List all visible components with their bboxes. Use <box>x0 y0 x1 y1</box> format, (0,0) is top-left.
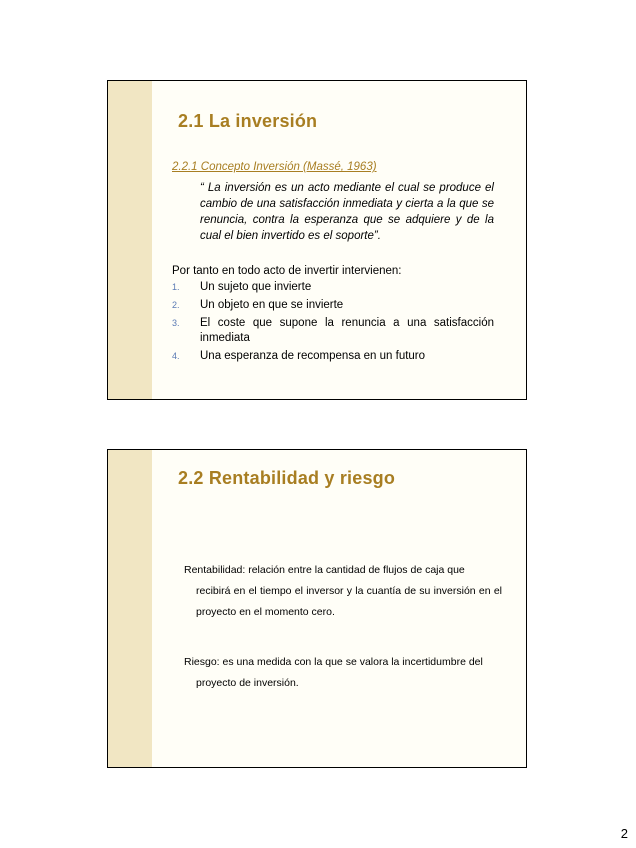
paragraph-continuation: proyecto de inversión. <box>196 677 299 689</box>
list-item-text: Un sujeto que invierte <box>200 281 312 293</box>
definition-quote: “ La inversión es un acto mediante el cual se produce el cambio de una satisfacción inmediata y cierta a la que se renuncia, contra la esperanza que se adquiere y de la cual el bien invertido es el soporte”. <box>200 182 494 242</box>
list-item-number: 4. <box>172 351 180 361</box>
list-item <box>172 298 494 313</box>
paragraph-first-line: Riesgo: es una medida con la que se valora la incertidumbre del <box>184 656 483 668</box>
list-item-text: Una esperanza de recompensa en un futuro <box>200 350 426 362</box>
list-item <box>172 349 494 364</box>
slide-title: 2.2 Rentabilidad y riesgo <box>178 468 396 488</box>
section-subheading: 2.2.1 Concepto Inversión (Massé, 1963) <box>172 161 377 173</box>
slide-accent-stripe <box>108 450 152 767</box>
list-item-text: El coste que supone la renuncia a una satisfacción inmediata <box>200 317 494 344</box>
numbered-list <box>172 280 494 367</box>
list-item-number: 3. <box>172 318 180 328</box>
slide-content <box>152 450 526 767</box>
list-item-number: 2. <box>172 300 180 310</box>
slide-content <box>152 81 526 399</box>
list-item <box>172 316 494 346</box>
list-intro: Por tanto en todo acto de invertir intervienen: <box>172 265 402 277</box>
list-item-number: 1. <box>172 282 180 292</box>
list-item-text: Un objeto en que se invierte <box>200 299 344 311</box>
slide-rentabilidad-riesgo <box>107 449 527 768</box>
paragraph-first-line: Rentabilidad: relación entre la cantidad de flujos de caja que <box>184 564 465 576</box>
slide-accent-stripe <box>108 81 152 399</box>
slide-la-inversion <box>107 80 527 400</box>
page-number: 2 <box>620 826 628 841</box>
rentabilidad-definition <box>184 560 502 623</box>
riesgo-definition <box>184 652 502 694</box>
paragraph-continuation: recibirá en el tiempo el inversor y la cuantía de su inversión en el proyecto en el momento cero. <box>196 585 502 618</box>
slide-title: 2.1 La inversión <box>178 111 318 131</box>
list-item <box>172 280 494 295</box>
